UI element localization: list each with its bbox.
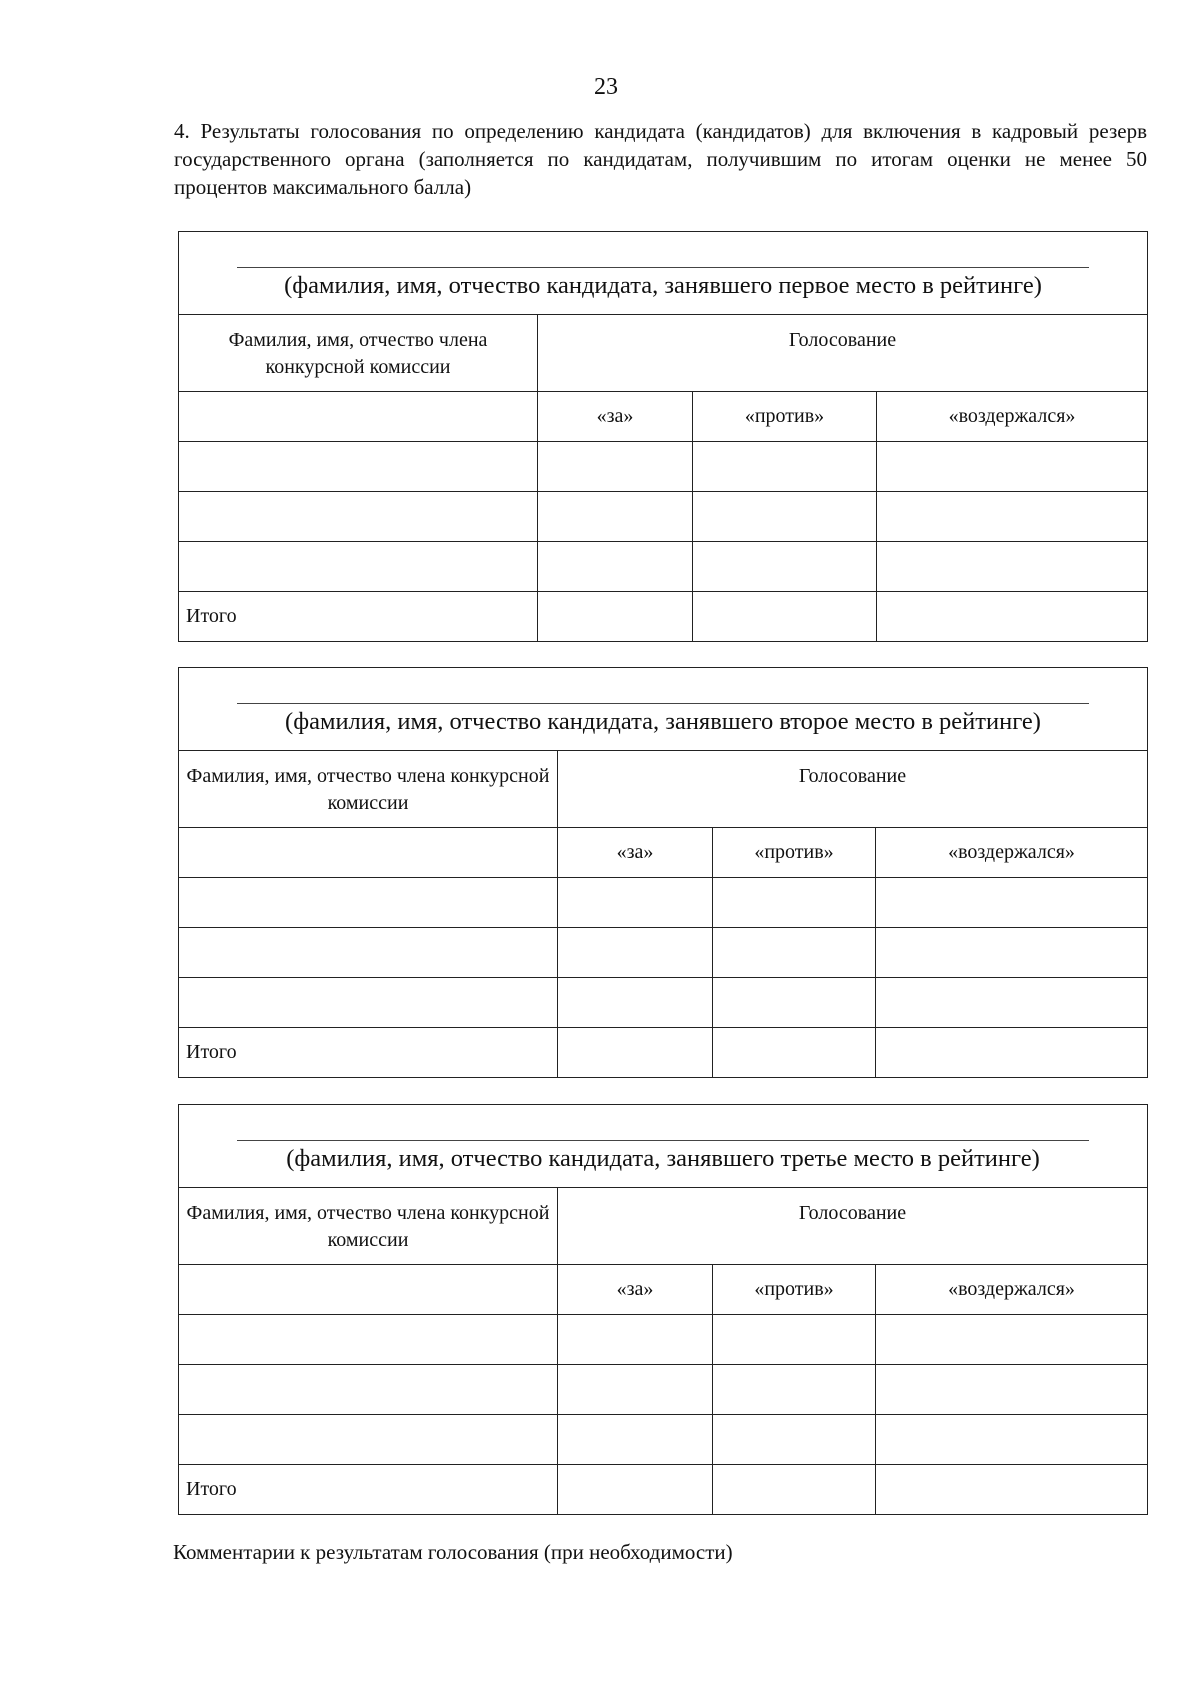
member-name-cell[interactable] — [179, 1315, 558, 1365]
table-row — [179, 492, 1148, 542]
member-name-subheader-cell — [179, 392, 538, 442]
vote-against-cell[interactable] — [713, 928, 876, 978]
vote-against-header: «против» — [713, 1265, 876, 1315]
candidate-caption: (фамилия, имя, отчество кандидата, занявшего первое место в рейтинге) — [284, 272, 1042, 299]
vote-for-cell[interactable] — [538, 542, 693, 592]
member-name-cell[interactable] — [179, 978, 558, 1028]
candidate-name-field[interactable] — [179, 232, 1148, 315]
vote-for-cell[interactable] — [558, 1315, 713, 1365]
voting-header: Голосование — [558, 1188, 1148, 1265]
vote-against-header: «против» — [693, 392, 877, 442]
member-name-subheader-cell — [179, 828, 558, 878]
member-name-cell[interactable] — [179, 1365, 558, 1415]
vote-abstain-cell[interactable] — [876, 1365, 1148, 1415]
vote-abstain-cell[interactable] — [876, 978, 1148, 1028]
vote-for-cell[interactable] — [558, 928, 713, 978]
vote-for-cell[interactable] — [538, 442, 693, 492]
member-name-cell[interactable] — [179, 1415, 558, 1465]
total-against-cell[interactable] — [713, 1465, 876, 1515]
vote-against-cell[interactable] — [713, 978, 876, 1028]
vote-abstain-header: «воздержался» — [877, 392, 1148, 442]
vote-abstain-cell[interactable] — [876, 878, 1148, 928]
member-name-header: Фамилия, имя, отчество члена конкурсной комиссии — [179, 315, 538, 392]
vote-against-cell[interactable] — [713, 1415, 876, 1465]
vote-against-header: «против» — [713, 828, 876, 878]
table-row — [179, 542, 1148, 592]
total-against-cell[interactable] — [713, 1028, 876, 1078]
candidate-name-line — [237, 267, 1089, 268]
member-name-cell[interactable] — [179, 492, 538, 542]
table-row — [179, 978, 1148, 1028]
total-for-cell[interactable] — [558, 1465, 713, 1515]
vote-for-header: «за» — [558, 1265, 713, 1315]
member-name-header: Фамилия, имя, отчество члена конкурсной комиссии — [179, 1188, 558, 1265]
candidate-caption: (фамилия, имя, отчество кандидата, занявшего второе место в рейтинге) — [285, 708, 1041, 735]
member-name-header: Фамилия, имя, отчество члена конкурсной комиссии — [179, 751, 558, 828]
vote-against-cell[interactable] — [713, 878, 876, 928]
voting-header: Голосование — [538, 315, 1148, 392]
table-row — [179, 442, 1148, 492]
total-label: Итого — [179, 1028, 558, 1078]
vote-against-cell[interactable] — [693, 442, 877, 492]
member-name-cell[interactable] — [179, 442, 538, 492]
total-label: Итого — [179, 1465, 558, 1515]
vote-for-header: «за» — [538, 392, 693, 442]
total-row — [179, 592, 1148, 642]
member-name-cell[interactable] — [179, 878, 558, 928]
vote-abstain-cell[interactable] — [877, 542, 1148, 592]
table-row — [179, 928, 1148, 978]
table-row — [179, 878, 1148, 928]
candidate-name-line — [237, 1140, 1089, 1141]
table-row — [179, 1415, 1148, 1465]
vote-abstain-cell[interactable] — [877, 492, 1148, 542]
total-row — [179, 1465, 1148, 1515]
total-row — [179, 1028, 1148, 1078]
vote-abstain-cell[interactable] — [876, 1415, 1148, 1465]
vote-against-cell[interactable] — [713, 1315, 876, 1365]
vote-against-cell[interactable] — [693, 542, 877, 592]
vote-for-header: «за» — [558, 828, 713, 878]
voting-table-first-place — [178, 231, 1148, 642]
total-abstain-cell[interactable] — [876, 1028, 1148, 1078]
comments-label: Комментарии к результатам голосования (при необходимости) — [173, 1540, 733, 1564]
table-row — [179, 1315, 1148, 1365]
voting-header: Голосование — [558, 751, 1148, 828]
vote-abstain-cell[interactable] — [876, 928, 1148, 978]
vote-for-cell[interactable] — [538, 492, 693, 542]
member-name-cell[interactable] — [179, 928, 558, 978]
total-for-cell[interactable] — [538, 592, 693, 642]
candidate-name-field[interactable] — [179, 1105, 1148, 1188]
candidate-name-field[interactable] — [179, 668, 1148, 751]
total-abstain-cell[interactable] — [876, 1465, 1148, 1515]
vote-abstain-header: «воздержался» — [876, 1265, 1148, 1315]
voting-table-third-place — [178, 1104, 1148, 1515]
page-number: 23 — [594, 74, 618, 100]
member-name-cell[interactable] — [179, 542, 538, 592]
table-row — [179, 1365, 1148, 1415]
member-name-subheader-cell — [179, 1265, 558, 1315]
vote-against-cell[interactable] — [713, 1365, 876, 1415]
vote-for-cell[interactable] — [558, 1415, 713, 1465]
voting-table-second-place — [178, 667, 1148, 1078]
total-for-cell[interactable] — [558, 1028, 713, 1078]
candidate-caption: (фамилия, имя, отчество кандидата, занявшего третье место в рейтинге) — [286, 1145, 1040, 1172]
vote-for-cell[interactable] — [558, 878, 713, 928]
vote-abstain-header: «воздержался» — [876, 828, 1148, 878]
section-intro-text: 4. Результаты голосования по определению кандидата (кандидатов) для включения в кадровый резерв государственного органа (заполняется по кандидатам, получившим по итогам оценки не менее 50 процентов максимального балла) — [174, 119, 1147, 199]
total-against-cell[interactable] — [693, 592, 877, 642]
total-label: Итого — [179, 592, 538, 642]
vote-for-cell[interactable] — [558, 978, 713, 1028]
vote-abstain-cell[interactable] — [876, 1315, 1148, 1365]
total-abstain-cell[interactable] — [877, 592, 1148, 642]
candidate-name-line — [237, 703, 1089, 704]
vote-for-cell[interactable] — [558, 1365, 713, 1415]
vote-abstain-cell[interactable] — [877, 442, 1148, 492]
vote-against-cell[interactable] — [693, 492, 877, 542]
